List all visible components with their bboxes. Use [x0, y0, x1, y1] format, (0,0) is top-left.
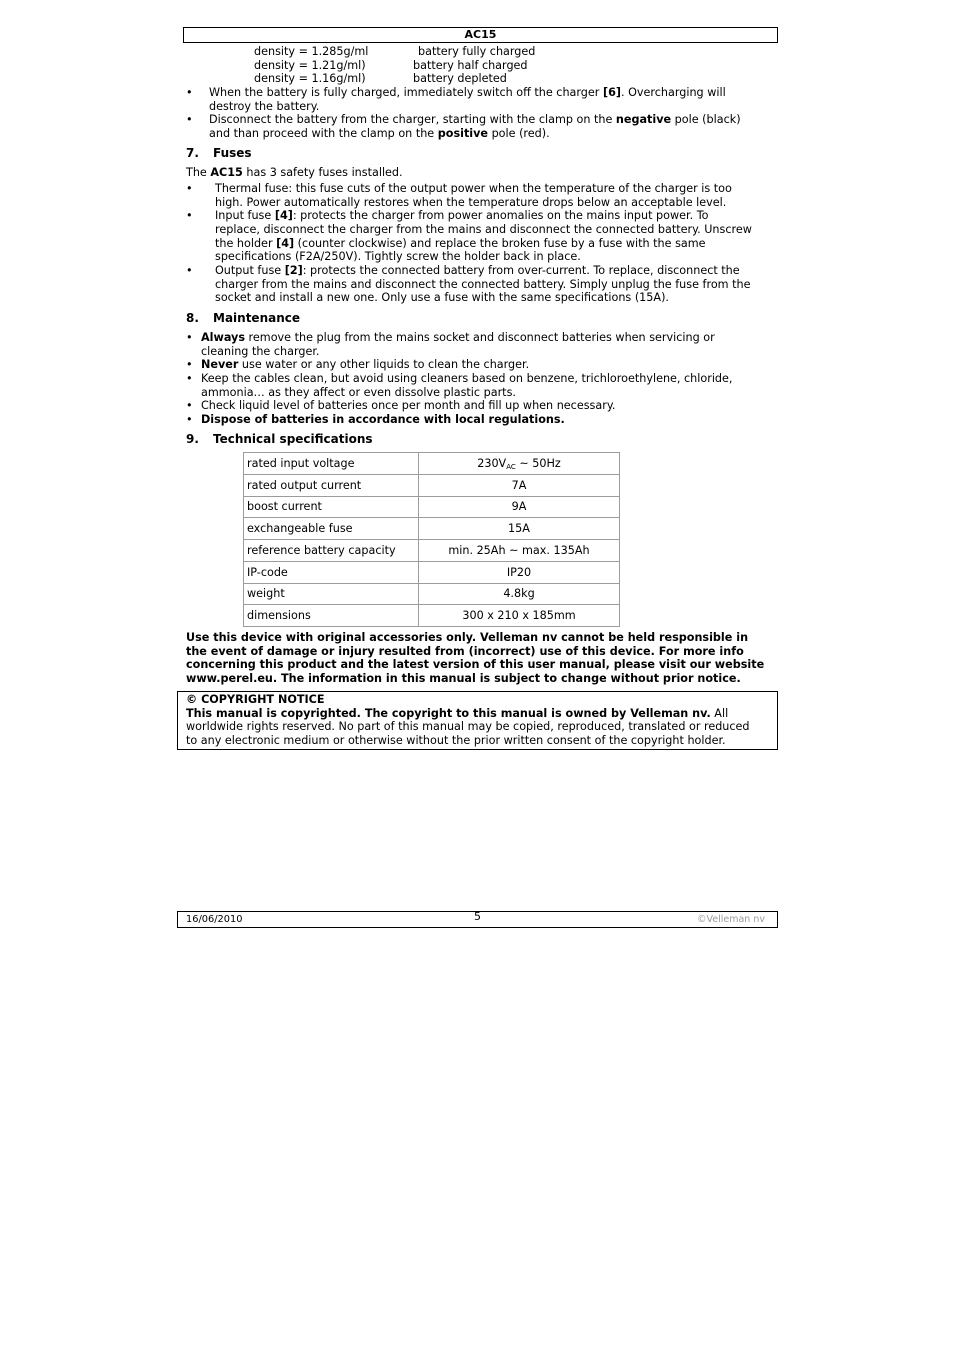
spec-value: IP20: [419, 561, 620, 583]
fuses-bullet-list: [0, 182, 954, 305]
text-run: Output fuse: [215, 264, 285, 278]
density-value: density = 1.16g/ml): [254, 72, 366, 86]
text-run: charger from the mains and disconnect the connected battery. Simply unplug the fuse from the: [215, 277, 751, 291]
model-title: AC15: [464, 28, 497, 41]
text-run: When the battery is fully charged, immediately switch off the charger: [209, 86, 603, 100]
text-line: [201, 399, 954, 413]
footer-date: 16/06/2010: [186, 914, 243, 925]
spec-label: dimensions: [244, 605, 419, 627]
text-line: [201, 331, 954, 345]
text-line: [215, 250, 954, 264]
bold-text-run: Use this device with original accessories only. Velleman nv cannot be held responsible in: [186, 631, 749, 645]
text-run: The: [186, 166, 211, 180]
text-run: to any electronic medium or otherwise without the prior written consent of the copyright holder.: [186, 734, 726, 748]
text-line: [186, 707, 769, 721]
bold-text-run: www.perel.eu. The information in this manual is subject to change without prior notice.: [186, 672, 741, 686]
bold-text-run: [2]: [284, 264, 303, 278]
text-line: [201, 386, 954, 400]
section-number: 8.: [186, 311, 199, 325]
text-run: (counter clockwise) and replace the broken fuse by a fuse with the same: [294, 236, 706, 250]
bullet-icon: •: [186, 372, 193, 386]
page-number: 5: [474, 910, 481, 923]
footer-copyright-owner: ©Velleman nv: [697, 914, 765, 925]
text-line: [201, 413, 954, 427]
text-line: [215, 278, 954, 292]
list-item-text: [201, 413, 954, 427]
document-header: [183, 27, 778, 43]
list-item-text: [215, 264, 954, 305]
spec-value: 7A: [419, 474, 620, 496]
list-item-text: [201, 331, 954, 358]
text-run: ammonia… as they affect or even dissolve plastic parts.: [201, 385, 516, 399]
list-item-text: [201, 372, 954, 399]
text-line: [215, 209, 954, 223]
text-line: [201, 345, 954, 359]
bold-text-run: negative: [615, 113, 672, 127]
density-table: [0, 45, 954, 86]
copyright-notice-box: [177, 691, 778, 750]
table-row: [244, 496, 620, 518]
list-item: [0, 372, 954, 399]
maintenance-bullet-list: [0, 331, 954, 426]
spec-value: 9A: [419, 496, 620, 518]
text-run: worldwide rights reserved. No part of this manual may be copied, reproduced, translated or reduced: [186, 720, 750, 734]
text-line: [215, 291, 954, 305]
spec-label: boost current: [244, 496, 419, 518]
list-item: [0, 209, 954, 264]
bold-text-run: [4]: [276, 236, 295, 250]
density-row: [0, 59, 954, 73]
usage-notice: [186, 631, 764, 686]
text-line: [209, 86, 954, 100]
bullet-icon: •: [186, 182, 193, 196]
text-run: Keep the cables clean, but avoid using cleaners based on benzene, trichloroethylene, chloride,: [201, 372, 733, 386]
table-row: [244, 474, 620, 496]
text-run: socket and install a new one. Only use a fuse with the same specifications (15A).: [215, 291, 669, 305]
text-run: remove the plug from the mains socket and disconnect batteries when servicing or: [245, 331, 715, 345]
bold-text-run: Dispose of batteries in accordance with local regulations.: [201, 413, 565, 427]
page-footer: [177, 911, 778, 928]
text-run: Input fuse: [215, 209, 275, 223]
section-number: 7.: [186, 146, 199, 160]
text-run: Check liquid level of batteries once per month and fill up when necessary.: [201, 399, 616, 413]
battery-state: battery depleted: [413, 72, 507, 86]
bullet-icon: •: [186, 209, 193, 223]
list-item: [0, 182, 954, 209]
table-row: [244, 453, 620, 475]
bold-text-run: Never: [201, 358, 239, 372]
text-run: pole (black): [671, 113, 741, 127]
section-number: 9.: [186, 432, 199, 446]
section-title: Fuses: [213, 146, 252, 160]
spec-label: rated output current: [244, 474, 419, 496]
text-run: high. Power automatically restores when the temperature drops below an acceptable level.: [215, 195, 727, 209]
text-run: All: [710, 706, 729, 720]
text-line: [186, 658, 764, 672]
text-run: has 3 safety fuses installed.: [242, 166, 403, 180]
text-line: [201, 358, 954, 372]
text-line: [186, 672, 764, 686]
bold-text-run: © COPYRIGHT NOTICE: [186, 693, 325, 707]
list-item-text: [215, 182, 954, 209]
bullet-icon: •: [186, 86, 193, 100]
bold-text-run: positive: [437, 127, 489, 141]
spec-value: 4.8kg: [419, 583, 620, 605]
table-row: [244, 561, 620, 583]
battery-state: battery fully charged: [418, 45, 536, 59]
table-row: [244, 540, 620, 562]
section-heading-fuses: [186, 146, 252, 160]
spec-value-main: 230V: [477, 456, 507, 470]
spec-value-suffix: ~ 50Hz: [515, 456, 561, 470]
section-heading-maintenance: [186, 311, 300, 325]
text-run: Disconnect the battery from the charger, starting with the clamp on the: [209, 113, 616, 127]
bullet-icon: •: [186, 113, 193, 127]
bold-text-run: [4]: [274, 209, 293, 223]
bold-text-run: This manual is copyrighted. The copyright to this manual is owned by Velleman nv.: [186, 706, 711, 720]
text-line: [215, 182, 954, 196]
text-run: . Overcharging will: [620, 86, 726, 100]
fuses-intro: [186, 166, 403, 180]
density-value: density = 1.285g/ml: [254, 45, 369, 59]
text-run: : protects the connected battery from over-current. To replace, disconnect the: [302, 264, 740, 278]
list-item: [0, 413, 954, 427]
list-item-text: [215, 209, 954, 264]
text-run: the holder: [215, 236, 277, 250]
text-run: replace, disconnect the charger from the mains and disconnect the connected battery. Unscrew: [215, 223, 752, 237]
list-item: [0, 113, 954, 140]
text-line: [201, 372, 954, 386]
text-line: [186, 631, 764, 645]
list-item: [0, 399, 954, 413]
text-run: Thermal fuse: this fuse cuts of the output power when the temperature of the charger is too: [215, 182, 732, 196]
text-line: [186, 645, 764, 659]
text-run: destroy the battery.: [209, 99, 320, 113]
density-row: [0, 45, 954, 59]
list-item: [0, 264, 954, 305]
spec-value: [419, 453, 620, 475]
bold-text-run: [6]: [602, 86, 621, 100]
table-row: [244, 518, 620, 540]
density-value: density = 1.21g/ml): [254, 58, 366, 72]
bold-text-run: AC15: [210, 166, 243, 180]
table-row: [244, 605, 620, 627]
specifications-table: [243, 452, 620, 627]
bold-text-run: concerning this product and the latest version of this user manual, please visit our website: [186, 658, 765, 672]
table-row: [244, 583, 620, 605]
text-line: [215, 237, 954, 251]
list-item-text: [201, 358, 954, 372]
text-line: [186, 720, 769, 734]
battery-state: battery half charged: [413, 58, 528, 72]
bullet-icon: •: [186, 358, 193, 372]
text-line: [215, 223, 954, 237]
text-line: [186, 693, 769, 707]
section-title: Maintenance: [213, 311, 301, 325]
section-heading-specifications: [186, 432, 373, 446]
spec-label: IP-code: [244, 561, 419, 583]
text-line: [186, 734, 769, 748]
spec-value: 15A: [419, 518, 620, 540]
bullet-icon: •: [186, 399, 193, 413]
spec-value: min. 25Ah ~ max. 135Ah: [419, 540, 620, 562]
bold-text-run: Always: [201, 331, 245, 345]
bullet-icon: •: [186, 264, 193, 278]
list-item-text: [209, 86, 954, 113]
list-item: [0, 358, 954, 372]
bullet-icon: •: [186, 331, 193, 345]
text-line: [209, 127, 954, 141]
bullet-icon: •: [186, 413, 193, 427]
spec-label: reference battery capacity: [244, 540, 419, 562]
text-run: cleaning the charger.: [201, 344, 320, 358]
text-run: : protects the charger from power anomalies on the mains input power. To: [292, 209, 709, 223]
text-run: and than proceed with the clamp on the: [209, 127, 438, 141]
spec-label: exchangeable fuse: [244, 518, 419, 540]
spec-label: rated input voltage: [244, 453, 419, 475]
spec-value: 300 x 210 x 185mm: [419, 605, 620, 627]
list-item: [0, 331, 954, 358]
section-title: Technical specifications: [213, 432, 373, 446]
text-line: [209, 100, 954, 114]
charging-bullet-list: [0, 86, 954, 141]
text-run: use water or any other liquids to clean the charger.: [238, 358, 530, 372]
list-item-text: [201, 399, 954, 413]
density-row: [0, 72, 954, 86]
text-line: [209, 113, 954, 127]
text-line: [215, 196, 954, 210]
text-run: specifications (F2A/250V). Tightly screw the holder back in place.: [215, 250, 581, 264]
list-item-text: [209, 113, 954, 140]
text-line: [215, 264, 954, 278]
spec-value-subscript: AC: [506, 462, 516, 471]
spec-label: weight: [244, 583, 419, 605]
bold-text-run: the event of damage or injury resulted from (incorrect) use of this device. For more info: [186, 644, 744, 658]
text-run: pole (red).: [488, 127, 550, 141]
text-line: [186, 166, 403, 180]
list-item: [0, 86, 954, 113]
